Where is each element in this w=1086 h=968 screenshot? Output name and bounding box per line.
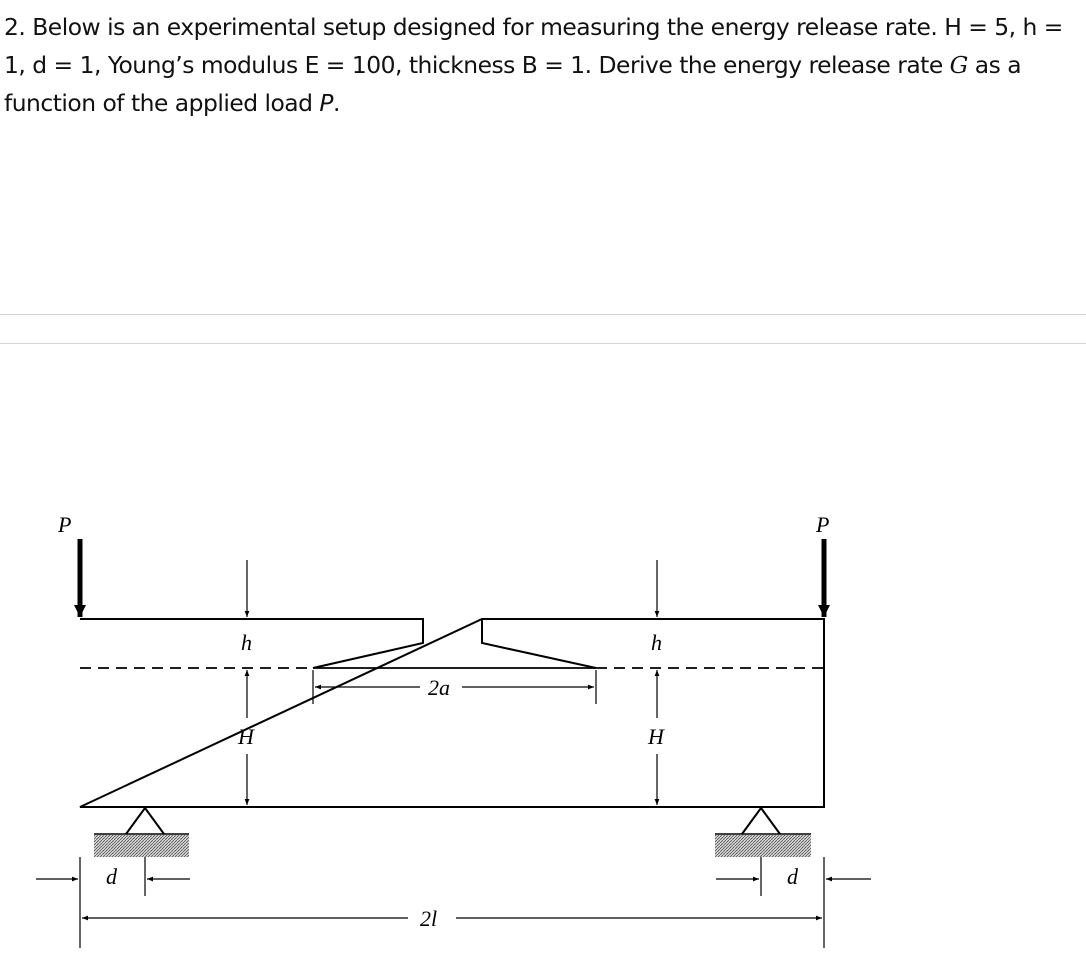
support-left — [126, 808, 164, 834]
crack-length-label: 2a — [428, 675, 450, 700]
h-label-right: h — [651, 630, 662, 655]
ground-hatch-left — [94, 835, 189, 857]
d-label-left: d — [106, 864, 117, 889]
H-label-right: H — [648, 724, 664, 749]
load-label-right: P — [816, 512, 830, 537]
span-label: 2l — [420, 906, 438, 931]
H-label-left: H — [238, 724, 254, 749]
question-prefix: 2. Below is an experimental setup designed for measuring the energy release rate. H = 5, h = 1, d = 1, Young’s modulus E = 100, thickness B = 1. Derive the energy release rate — [4, 13, 1063, 79]
ground-hatch-right — [715, 835, 811, 857]
h-label-left: h — [241, 630, 252, 655]
support-right — [742, 808, 780, 834]
load-symbol: P — [319, 89, 334, 117]
question-middle: as a function of the applied load — [4, 51, 1022, 117]
load-label-left: P — [58, 512, 72, 537]
d-label-right: d — [787, 864, 798, 889]
specimen-outline — [80, 619, 824, 807]
energy-release-rate-symbol: G — [949, 51, 968, 79]
question-suffix: . — [333, 89, 340, 117]
